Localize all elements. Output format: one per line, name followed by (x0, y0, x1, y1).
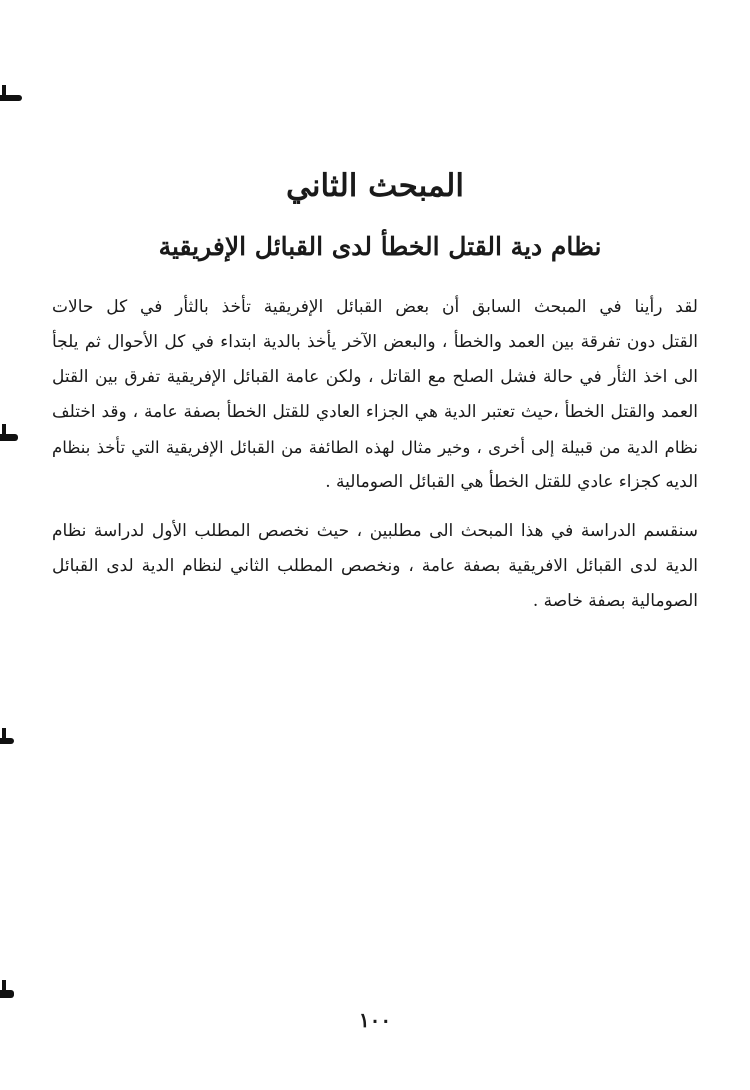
text-line: الى اخذ الثأر في حالة فشل الصلح مع القاتل ، ولكن عامة القبائل الإفريقية تفرق بين القتل (52, 367, 698, 387)
text-line: سنقسم الدراسة في هذا المبحث الى مطلبين ، حيث نخصص المطلب الأول لدراسة نظام (52, 521, 698, 541)
paragraph-intro (52, 290, 698, 500)
binding-mark (0, 738, 14, 744)
text-line: القتل دون تفرقة بين العمد والخطأ ، والبعض الآخر يأخذ بالدية ابتداء في كل الأحوال ثم يلجأ (52, 332, 698, 352)
binding-mark (0, 434, 18, 441)
text-line: نظام الدية من قبيلة إلى أخرى ، وخير مثال لهذه الطائفة من القبائل الإفريقية التي تأخذ بنظام (52, 438, 698, 457)
text-line: الدية لدى القبائل الافريقية بصفة عامة ، ونخصص المطلب الثاني لنظام الدية لدى القبائل (52, 556, 698, 576)
text-line: لقد رأينا في المبحث السابق أن بعض القبائل الإفريقية تأخذ بالثأر في كل حالات (52, 297, 698, 317)
binding-mark (0, 990, 14, 998)
text-line: الديه كجزاء عادي للقتل الخطأ هي القبائل الصومالية . (325, 472, 698, 492)
section-title: نظام دية القتل الخطأ لدى القبائل الإفريقية (158, 232, 602, 261)
text-line: الصومالية بصفة خاصة . (532, 591, 698, 611)
chapter-title: المبحث الثاني (286, 168, 464, 204)
paragraph-plan (52, 514, 698, 619)
page-number: ١٠٠ (358, 1008, 392, 1032)
text-line: العمد والقتل الخطأ ،حيث تعتبر الدية هي الجزاء العادي للقتل الخطأ بصفة عامة ، وقد اختلف (52, 402, 698, 422)
binding-mark (0, 95, 22, 101)
